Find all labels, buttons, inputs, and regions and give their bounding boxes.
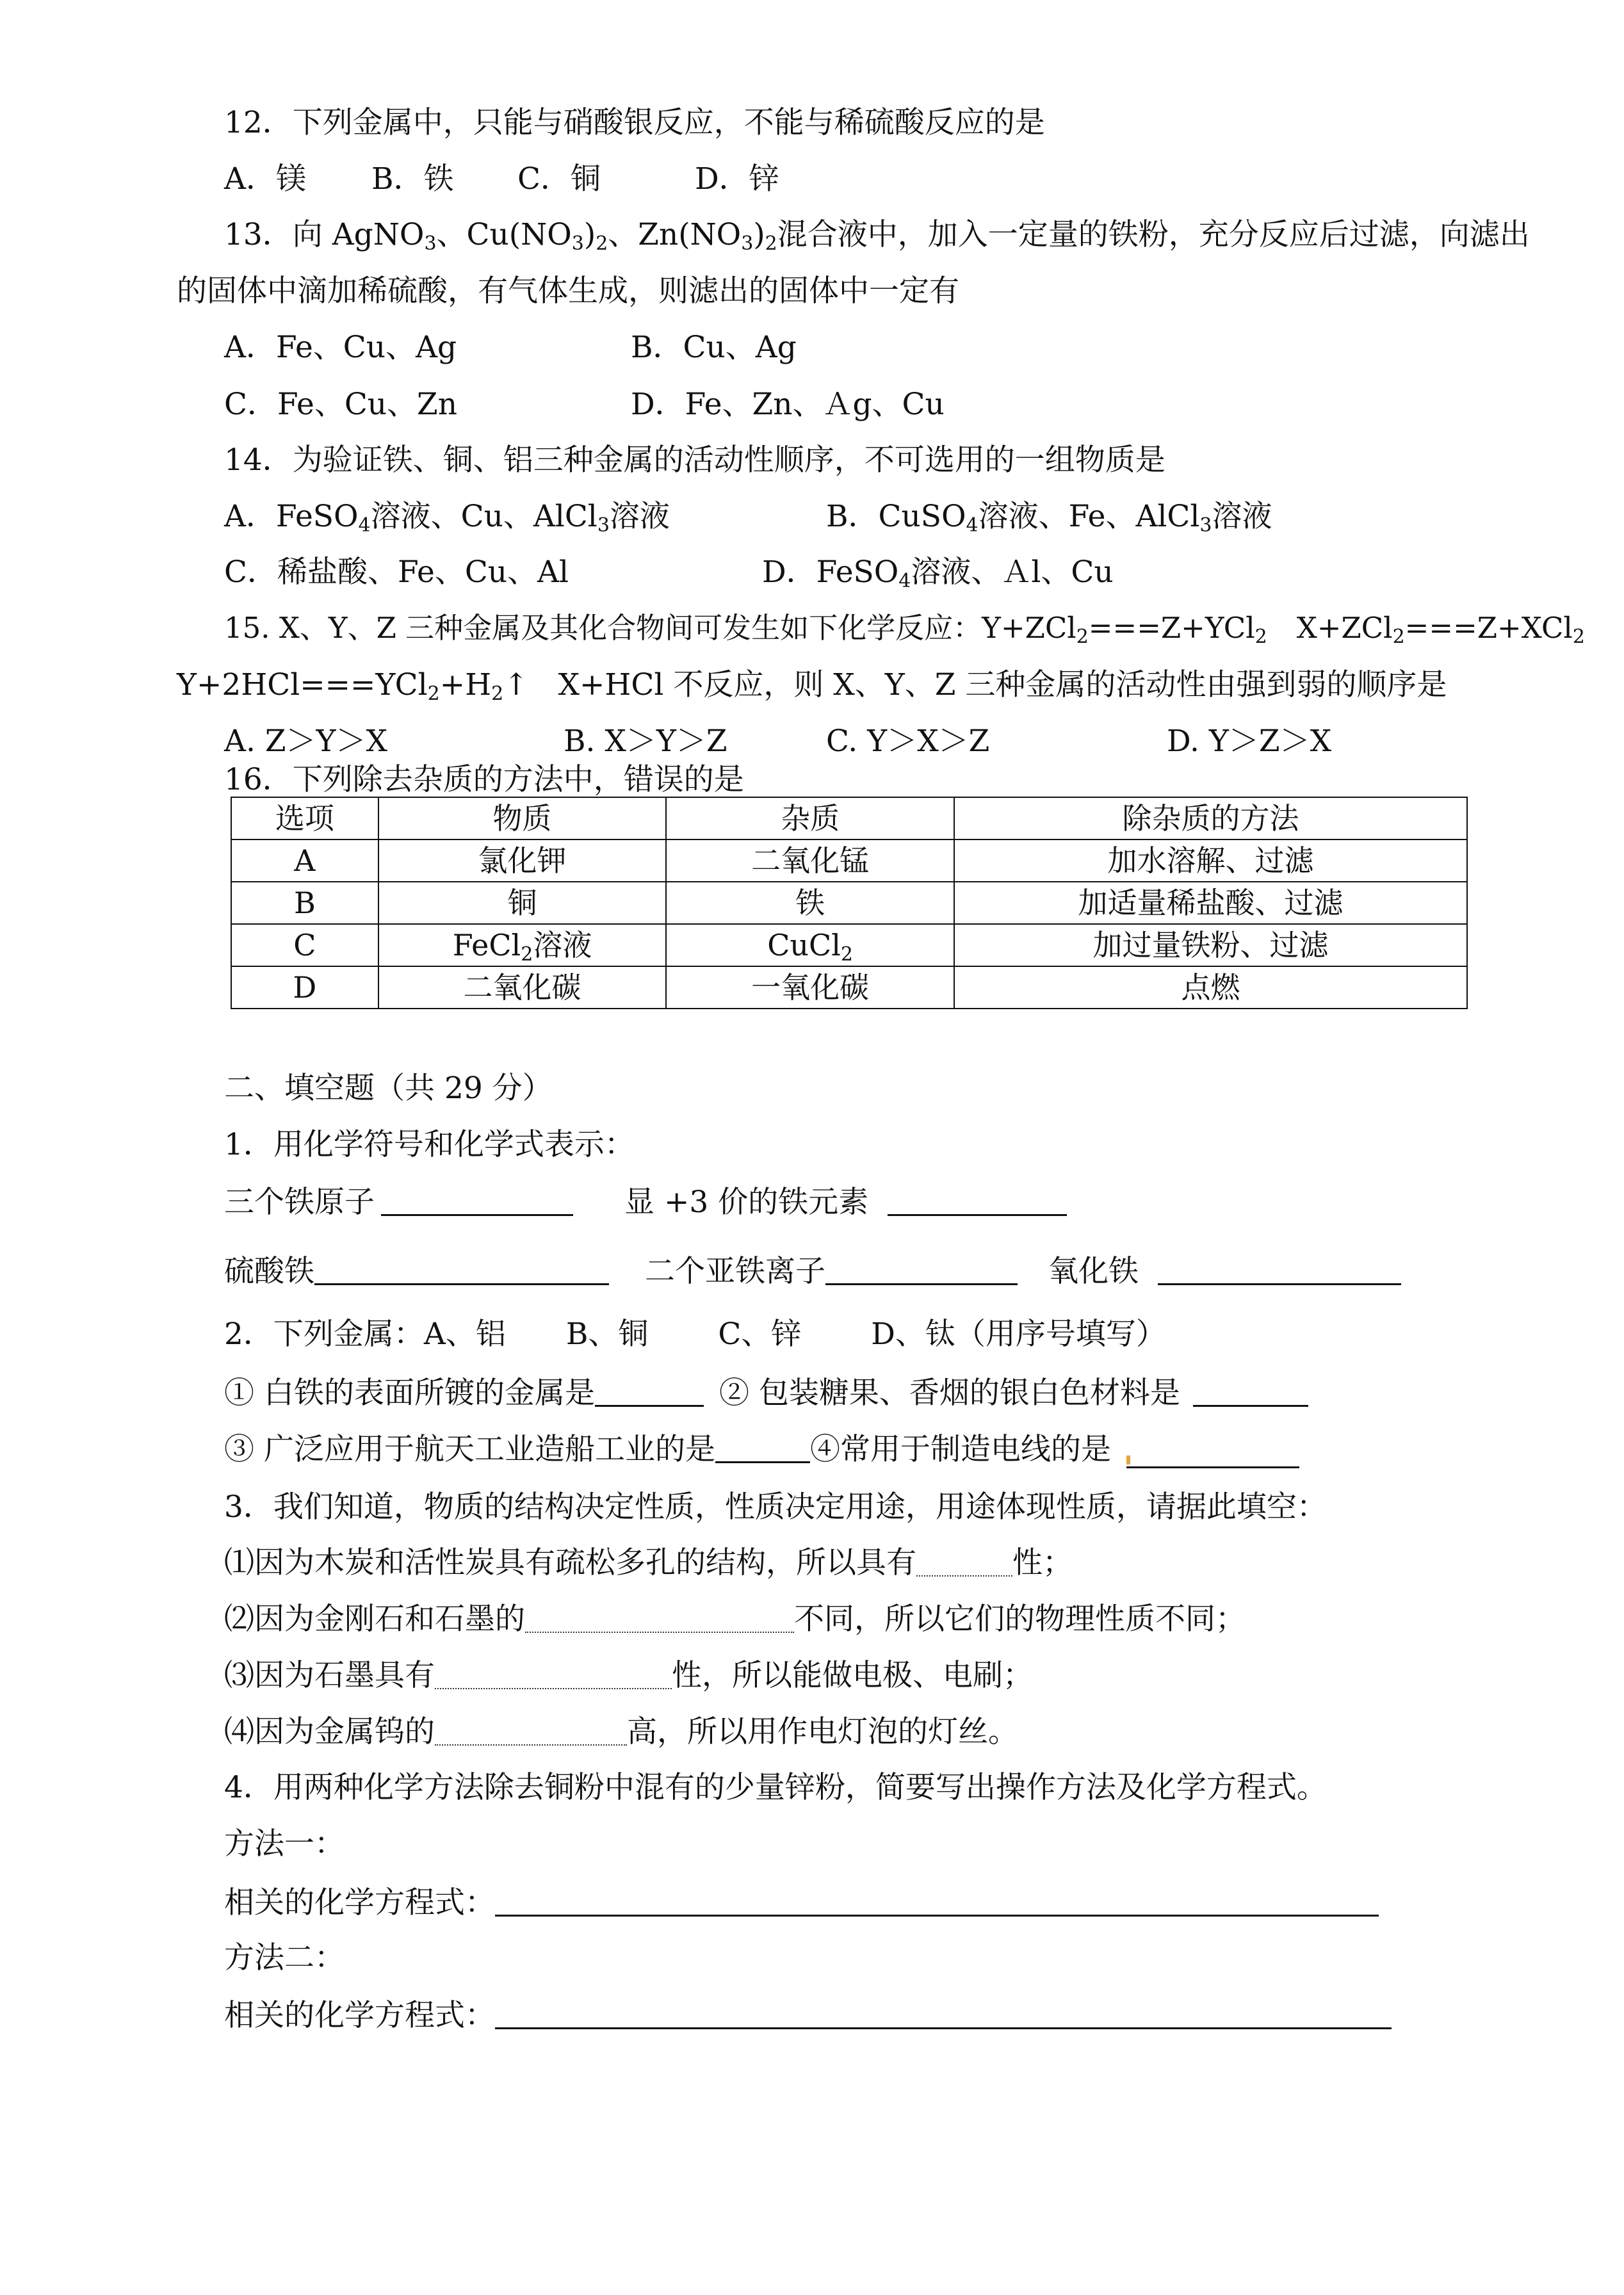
fill-1e-label: 氧化铁 [1048, 1254, 1139, 1289]
q13-stem: 13．向 AgNO$_3$、$Cu(NO_3)_2$、$Zn(NO_3)_2$混合液中，加入一定量的铁粉，充分反应后过滤，向滤出 [224, 217, 1530, 255]
answer-blank[interactable] [825, 1255, 1018, 1285]
table-cell: 加适量稀盐酸、过滤 [954, 882, 1467, 924]
fill-2-q1: ① 白铁的表面所镀的金属是 [224, 1375, 595, 1411]
q14-stem: 14．为验证铁、铜、铝三种金属的活动性顺序，不可选用的一组物质是 [224, 442, 1165, 478]
table-row [231, 924, 1467, 966]
answer-blank[interactable] [495, 1886, 1379, 1917]
answer-blank[interactable] [1193, 1377, 1308, 1407]
q13-stem-line2: 的固体中滴加稀硫酸，有气体生成，则滤出的固体中一定有 [177, 273, 959, 309]
table-header-cell: 杂质 [666, 797, 954, 839]
answer-blank[interactable] [525, 1603, 794, 1633]
q14-option-c: C．稀盐酸、Fe、Cu、Al [224, 555, 569, 590]
q14-option-b: B．CuSO$_4$溶液、Fe、AlCl$_3$溶液 [826, 499, 1272, 537]
answer-blank[interactable] [1158, 1255, 1401, 1285]
q15-stem-line2: $Y+2HCl===YCl_2+H_2↑$ X+HCl 不反应，则 X、Y、Z 三种金属的活动性由强到弱的顺序是 [177, 667, 1447, 705]
q13-option-b: B．Cu、Ag [631, 330, 797, 365]
fill-1b-label: 显 +3 价的铁元素 [624, 1185, 869, 1220]
equation-2-row: 相关的化学方程式： [224, 1999, 1392, 2031]
fill-2-row2 [224, 1433, 1299, 1468]
table-row [231, 966, 1467, 1009]
answer-blank[interactable] [1126, 1438, 1299, 1468]
answer-blank[interactable] [715, 1433, 810, 1463]
table-cell: D [231, 966, 378, 1009]
fill-3-p1: ⑴因为木炭和活性炭具有疏松多孔的结构，所以具有 性； [224, 1545, 1073, 1580]
q15-option-d: D. Y＞Z＞X [1167, 724, 1332, 759]
table-cell: 氯化钾 [378, 839, 667, 882]
stray-mark [1126, 1456, 1130, 1464]
table-header-cell: 选项 [231, 797, 378, 839]
fill-2-stem: 2．下列金属：A、铝 B、铜 C、锌 D、钛（用序号填写） [224, 1317, 1166, 1352]
table-row [231, 882, 1467, 924]
q12-option-c: C．铜 [517, 161, 601, 197]
answer-blank[interactable] [314, 1255, 609, 1285]
table-header-row [231, 797, 1467, 839]
table-cell: 加过量铁粉、过滤 [954, 924, 1467, 966]
answer-blank[interactable] [381, 1186, 573, 1216]
answer-blank[interactable] [495, 1999, 1392, 2029]
q15-option-b: B. X＞Y＞Z [564, 724, 727, 759]
fill-2-q2: ② 包装糖果、香烟的银白色材料是 [719, 1375, 1180, 1411]
table-cell: C [231, 924, 378, 966]
answer-blank[interactable] [916, 1547, 1012, 1577]
equation-1-row: 相关的化学方程式： [224, 1886, 1379, 1918]
answer-blank[interactable] [595, 1377, 704, 1407]
q15-option-a: A. Z＞Y＞X [224, 724, 387, 759]
fill-1-row1 [224, 1185, 1067, 1220]
answer-blank[interactable] [435, 1716, 627, 1746]
table-row [231, 839, 1467, 882]
table-cell: 二氧化碳 [378, 966, 667, 1009]
fill-1-row2 [224, 1254, 1401, 1289]
section-title: 二、填空题（共 29 分） [224, 1071, 553, 1106]
table-cell: FeCl$_2$溶液 [378, 924, 667, 966]
fill-1d-label: 二个亚铁离子 [645, 1254, 825, 1289]
fill-3-p2: ⑵因为金刚石和石墨的 不同，所以它们的物理性质不同； [224, 1602, 1246, 1637]
fill-3-stem: 3．我们知道，物质的结构决定性质，性质决定用途，用途体现性质，请据此填空： [224, 1489, 1327, 1525]
q13-option-c: C．Fe、Cu、Zn [224, 387, 457, 422]
fill-1c-label: 硫酸铁 [224, 1254, 314, 1289]
q14-option-d: D．FeSO$_4$溶液、Ａl、Cu [762, 555, 1114, 592]
q15-option-c: C. Y＞X＞Z [826, 724, 990, 759]
table-cell: 一氧化碳 [666, 966, 954, 1009]
q14-option-a: A．FeSO$_4$溶液、Cu、AlCl$_3$溶液 [224, 499, 670, 537]
q16-stem: 16．下列除去杂质的方法中，错误的是 [224, 762, 744, 797]
fill-1a-label: 三个铁原子 [224, 1185, 375, 1220]
table-cell: 点燃 [954, 966, 1467, 1009]
q13-option-a: A．Fe、Cu、Ag [224, 330, 457, 365]
answer-blank[interactable] [435, 1660, 672, 1689]
answer-blank[interactable] [888, 1186, 1067, 1216]
q12-stem: 12．下列金属中，只能与硝酸银反应，不能与稀硫酸反应的是 [224, 105, 1045, 140]
table-cell: 二氧化锰 [666, 839, 954, 882]
impurity-table [231, 797, 1468, 1009]
q15-stem: 15. X、Y、Z 三种金属及其化合物间可发生如下化学反应：Y+ZCl$_2$===Z+YCl$_2$ X+ZCl$_2$===Z+XCl$_2$ [224, 611, 1585, 648]
table-cell: A [231, 839, 378, 882]
table-cell: B [231, 882, 378, 924]
fill-3-p4: ⑷因为金属钨的 高，所以用作电灯泡的灯丝。 [224, 1714, 1018, 1749]
fill-2-q4: ④常用于制造电线的是 [809, 1432, 1111, 1467]
fill-1-stem: 1．用化学符号和化学式表示： [224, 1127, 635, 1162]
q13-option-d: D．Fe、Zn、Ａg、Cu [631, 387, 945, 422]
table-header-cell: 除杂质的方法 [954, 797, 1467, 839]
method-1-label: 方法一： [224, 1826, 345, 1861]
table-cell: 铁 [666, 882, 954, 924]
method-2-label: 方法二： [224, 1940, 345, 1975]
fill-2-row1 [224, 1375, 1308, 1411]
table-cell: 铜 [378, 882, 667, 924]
table-header-cell: 物质 [378, 797, 667, 839]
fill-4-stem: 4．用两种化学方法除去铜粉中混有的少量锌粉，简要写出操作方法及化学方程式。 [224, 1770, 1327, 1805]
fill-2-q3: ③ 广泛应用于航天工业造船工业的是 [224, 1432, 715, 1467]
q12-option-a: A．镁 [224, 161, 306, 197]
q12-option-b: B．铁 [371, 161, 454, 197]
q12-option-d: D．锌 [695, 161, 779, 197]
table-cell: 加水溶解、过滤 [954, 839, 1467, 882]
table-cell: CuCl$_2$ [666, 924, 954, 966]
fill-3-p3: ⑶因为石墨具有 性，所以能做电极、电刷； [224, 1658, 1033, 1693]
